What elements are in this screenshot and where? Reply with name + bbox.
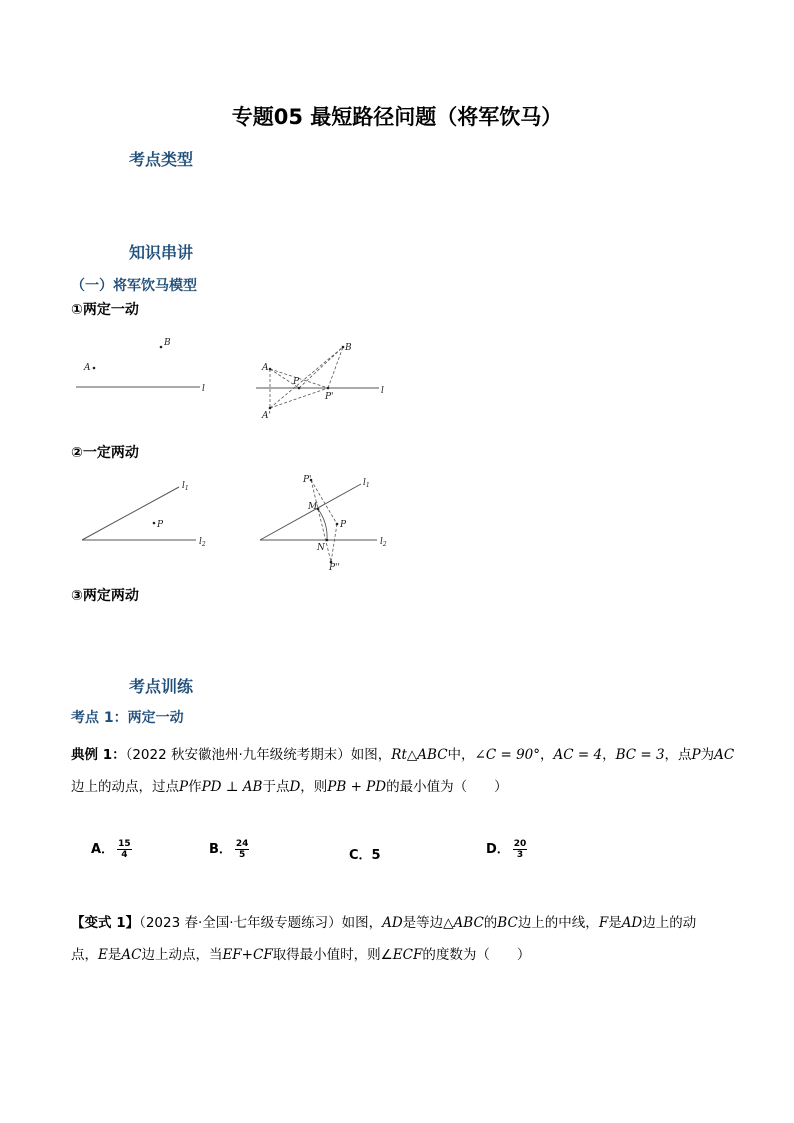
option-d[interactable] (486, 838, 527, 860)
point-a (269, 368, 272, 371)
example1-label: 典例 1： (71, 747, 126, 763)
label-p: P (157, 520, 164, 530)
text-fragment: 边上动点，当 (141, 947, 223, 963)
math-ac: AC = 4 (553, 747, 603, 763)
variant1-source: （2023 春·全国·七年级专题练习）如图， (139, 915, 383, 931)
text-fragment: ，则 (300, 779, 328, 795)
text-fragment: ， (540, 747, 554, 763)
label-b: B (164, 338, 171, 348)
math-e: E (98, 947, 108, 963)
text-fragment: 点， (71, 947, 98, 963)
point-p (153, 522, 156, 525)
point-b (160, 346, 163, 349)
label-l1: $l_1$ (363, 478, 370, 489)
math-ecf: ECF (392, 947, 423, 963)
label-p-prime: P' (303, 475, 312, 485)
text-fragment: 为 (700, 747, 715, 763)
text-fragment: 边上的动 (642, 915, 697, 931)
math-ad-side: AD (621, 915, 643, 931)
label-a-prime: A' (262, 411, 271, 421)
math-p: P (691, 747, 701, 763)
figure-two-fixed-one-moving (72, 330, 212, 400)
variant1-line1 (71, 911, 696, 931)
label-n: N (317, 543, 325, 553)
line-l1 (260, 484, 361, 540)
case1-label: ①两定一动 (71, 302, 139, 318)
math-bc: BC = 3 (615, 747, 665, 763)
point-a (93, 367, 96, 370)
label-l: l (381, 386, 384, 396)
example1-source: （2022 秋安徽池州·九年级统考期末）如图， (125, 747, 392, 763)
segment-a-prime-p-prime (270, 388, 328, 408)
label-b: B (345, 343, 352, 353)
example1-line2 (71, 775, 508, 795)
option-a-label: A． (91, 842, 115, 857)
option-c-value: 5 (371, 848, 381, 863)
option-b[interactable] (209, 838, 249, 860)
math-angle-c: ∠C = 90° (474, 747, 540, 763)
label-l2: $l_2$ (380, 537, 387, 548)
math-ef-cf: EF+CF (222, 947, 273, 963)
math-bc: BC (497, 915, 518, 931)
figure-one-fixed-two-moving (78, 477, 218, 553)
point-a-prime (269, 407, 272, 410)
case3-label: ③两定两动 (71, 588, 139, 604)
page-title: 专题05 最短路径问题（将军饮马） (231, 105, 563, 129)
math-abc: ABC (453, 915, 484, 931)
text-fragment: 边上的动点，过点 (71, 779, 179, 795)
fraction: $\frac{20}{3}$ (513, 839, 527, 860)
point1-heading: 考点 1：两定一动 (71, 710, 184, 726)
model-heading: （一）将军饮马模型 (71, 278, 197, 294)
path-m-n (318, 509, 327, 540)
math-p: P (179, 779, 189, 795)
point-n (326, 539, 329, 542)
figure-reflection-construction (253, 337, 393, 421)
figure-double-reflection (256, 471, 396, 571)
option-c-label: C． (349, 848, 372, 863)
text-fragment: ， (602, 747, 616, 763)
section-types-heading: 考点类型 (129, 150, 194, 169)
label-p-prime: P' (325, 392, 334, 402)
text-fragment: 是 (107, 947, 122, 963)
label-a: A (84, 363, 91, 373)
option-d-label: D． (486, 842, 510, 857)
label-l2: $l_2$ (199, 537, 206, 548)
text-fragment: 的度数为（ ） (422, 947, 531, 963)
math-ac: AC (121, 947, 142, 963)
label-l1: $l_1$ (182, 481, 189, 492)
variant1-label: 【变式 1】 (71, 915, 140, 931)
text-fragment: ，点 (664, 747, 692, 763)
math-rt-abc: Rt△ABC (391, 747, 448, 763)
fraction: $\frac{24}{5}$ (235, 839, 249, 860)
math-ad: AD (382, 915, 403, 931)
example1-line1 (71, 743, 734, 763)
label-p-double: P'' (329, 563, 341, 571)
point-p-prime (327, 387, 330, 390)
label-p: P (293, 377, 300, 387)
text-fragment: 是 (608, 915, 622, 931)
text-fragment: 作 (188, 779, 202, 795)
label-a: A (262, 363, 269, 373)
label-p: P (340, 520, 347, 530)
text-fragment: 的最小值为（ ） (386, 779, 508, 795)
label-l: l (202, 384, 205, 394)
text-fragment: 中， (447, 747, 475, 763)
math-ac-side: AC (714, 747, 735, 763)
label-m: M (308, 502, 318, 512)
point-p (336, 523, 339, 526)
math-f: F (598, 915, 609, 931)
math-pd-perp-ab: PD ⊥ AB (201, 779, 263, 795)
text-fragment: 的 (483, 915, 498, 931)
text-fragment: 边上的中线， (517, 915, 599, 931)
option-b-label: B． (209, 842, 232, 857)
point-p (298, 387, 301, 390)
text-fragment: 于点 (262, 779, 290, 795)
math-d: D (289, 779, 301, 795)
option-c[interactable] (349, 844, 381, 863)
text-fragment: 是等边△ (402, 915, 454, 931)
variant1-line2 (71, 943, 530, 963)
line-l1 (82, 487, 179, 540)
text-fragment: 取得最小值时，则∠ (272, 947, 393, 963)
segment-pb (299, 347, 343, 388)
math-pb-pd: PB + PD (327, 779, 387, 795)
section-training-heading: 考点训练 (129, 677, 194, 696)
case2-label: ②一定两动 (71, 445, 139, 461)
point-b (342, 346, 345, 349)
option-a[interactable] (91, 838, 132, 860)
fraction: $\frac{15}{4}$ (118, 839, 131, 860)
segment-p-p-double (331, 524, 337, 562)
section-knowledge-heading: 知识串讲 (129, 243, 194, 262)
